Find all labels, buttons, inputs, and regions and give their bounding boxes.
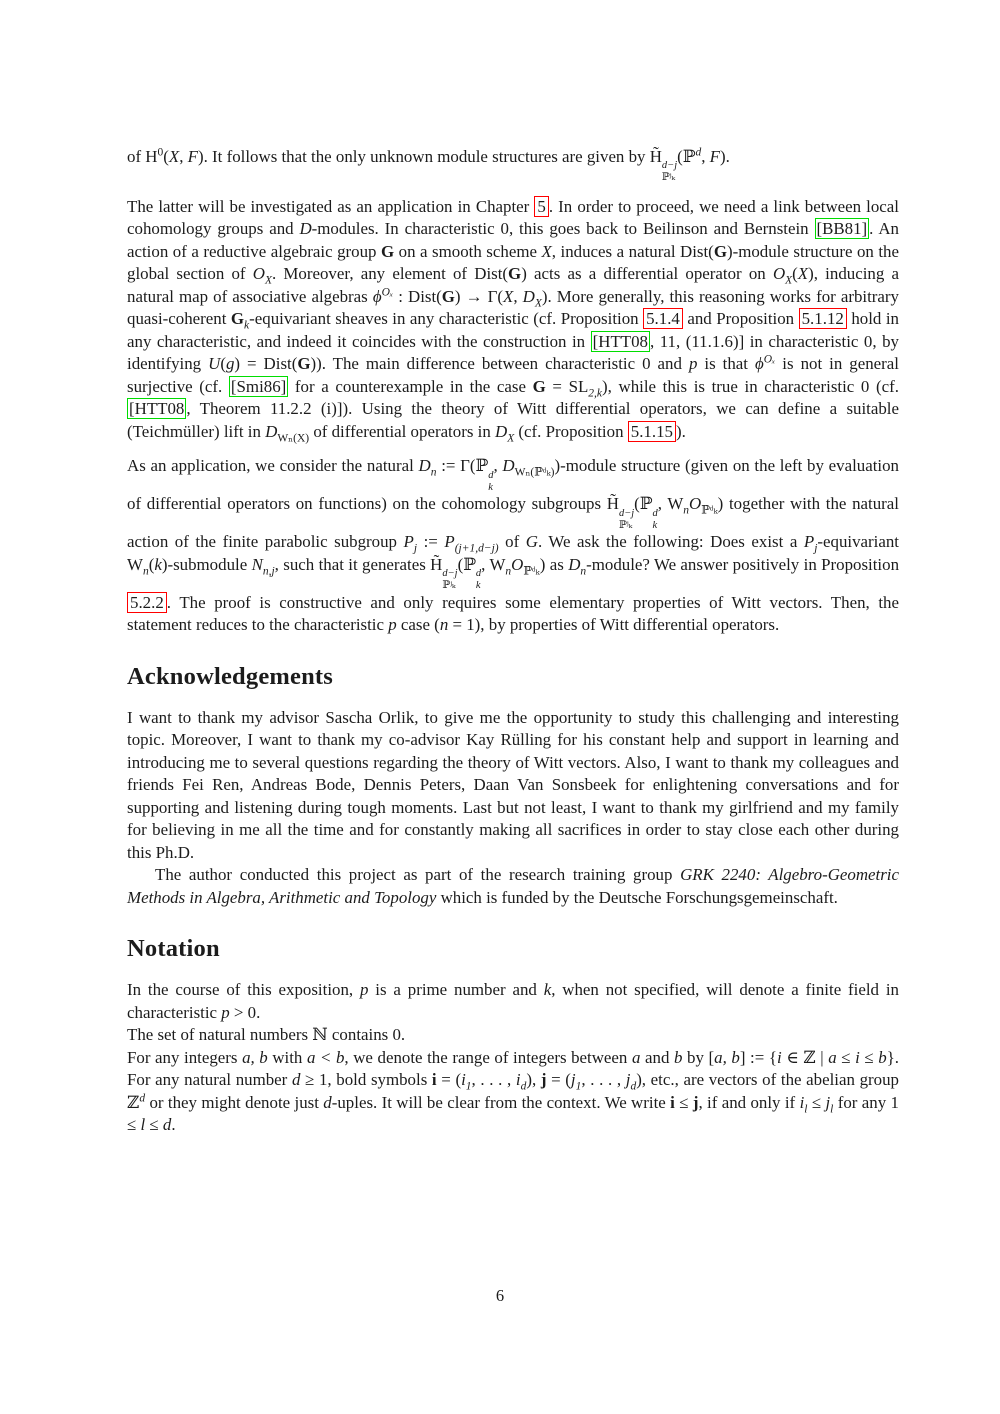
application-paragraph [127, 455, 899, 636]
math-superscript: d−j [661, 160, 678, 172]
text-run: by [ [682, 1047, 715, 1067]
subscript: n [142, 565, 149, 578]
math-italic: p [221, 1002, 230, 1022]
math-subscript: k [652, 519, 658, 531]
text-run: : Dist( [393, 286, 442, 306]
superscript: Oₓ [381, 286, 394, 299]
text-run: -module? We answer positively in Proposition [586, 554, 900, 574]
text-run: , . . . , [581, 1070, 626, 1090]
math-italic: GRK 2240: Algebro-Geometric Methods in Algebra, Arithmetic and Topology [127, 865, 899, 907]
math-italic: P [444, 532, 455, 552]
notation-heading: Notation [127, 935, 220, 963]
math-italic: i [515, 1070, 521, 1090]
subscript: 2,k [588, 387, 603, 400]
math-italic: a, b [242, 1047, 268, 1067]
math-stack-base: H̃ [430, 554, 443, 574]
math-italic: D [494, 421, 508, 441]
intro-paragraph [127, 146, 899, 184]
text-run: ≤ [674, 1092, 693, 1112]
math-italic: O [772, 264, 786, 284]
math-bold: G [532, 376, 546, 396]
text-run: )-submodule [161, 554, 252, 574]
math-italic: ϕ [755, 354, 764, 374]
superscript: d [139, 1092, 146, 1105]
math-stack-scripts [619, 508, 634, 531]
math-italic: D [299, 219, 312, 239]
text-run: = ( [546, 1070, 571, 1090]
text-run: , we denote the range of integers between [344, 1047, 632, 1067]
text-run: := Γ( [436, 456, 476, 476]
notation-paragraph-3 [127, 1047, 899, 1137]
math-italic: i [776, 1047, 782, 1067]
text-run: -equivariant sheaves in any characteristic (cf. Proposition [249, 309, 644, 329]
text-run: ( [634, 494, 640, 514]
internal-reference-link[interactable]: 5.1.12 [799, 308, 847, 329]
text-run: ≤ [145, 1115, 163, 1135]
text-run: ) → Γ( [454, 286, 503, 306]
math-italic: X [503, 286, 514, 306]
math-bold: G [508, 264, 522, 284]
subscript: j [814, 542, 818, 555]
text-run: ) together with the natural action of the finite parabolic subgroup [127, 494, 899, 552]
document-content [127, 146, 899, 1137]
text-run: , Theorem 11.2.2 (i)]). Using the theory of Witt differential operators, we can define a suitable (Teichmüller) lift in [127, 399, 899, 441]
math-italic: a [631, 1047, 641, 1067]
text-run: ) as [539, 554, 569, 574]
text-run: = ( [436, 1070, 462, 1090]
text-run: . An action of a reductive algebraic group [127, 219, 899, 261]
text-run: , W [657, 494, 684, 514]
math-italic: a [828, 1047, 837, 1067]
text-run: The latter will be investigated as an application in Chapter [127, 196, 535, 216]
text-run: and Proposition [682, 309, 799, 329]
math-italic: i [855, 1047, 860, 1067]
subscript: n [505, 565, 512, 578]
text-run: , W [481, 554, 506, 574]
text-run: . In order to proceed, we need a link between local cohomology groups and [127, 196, 899, 239]
math-stack-base: ℙ [475, 456, 489, 476]
text-run: The set of natural numbers ℕ contains 0. [127, 1025, 406, 1045]
text-run: ( [148, 554, 155, 574]
math-superscript: d−j [442, 568, 458, 580]
acknowledgements-paragraph [127, 707, 899, 865]
text-run: )-module structure (given on the left by evaluation of differential operators on functions) on the cohomology subgroups [127, 456, 899, 514]
math-bold: j [540, 1070, 547, 1090]
text-run: hold in any characteristic, and indeed it coincides with the construction in [127, 309, 899, 351]
page-number: 6 [495, 1286, 505, 1305]
text-run: As an application, we consider the natural [127, 456, 419, 476]
text-run: -modules. In characteristic 0, this goes back to Beilinson and Bernstein [311, 219, 815, 239]
math-bold: G [441, 286, 455, 306]
math-stack [650, 146, 677, 184]
text-run: of differential operators in [309, 421, 495, 441]
text-run: ). [720, 147, 730, 166]
text-run: , if and only if [698, 1092, 800, 1112]
funding-paragraph [127, 864, 899, 909]
subscript: 1 [575, 1080, 582, 1093]
math-subscript: k [475, 580, 481, 592]
citation-link[interactable]: [HTT08 [592, 331, 648, 351]
subscript: X [534, 297, 542, 310]
math-italic: a < b [306, 1047, 345, 1067]
text-run: of H [127, 147, 158, 166]
subscript: j [413, 542, 418, 555]
math-italic: D [568, 554, 581, 574]
subscript: ℙᵈₖ [523, 565, 540, 578]
text-run: ), etc., are vectors of the abelian group ℤ [127, 1070, 899, 1112]
text-run: = SL [545, 376, 589, 396]
text-run: I want to thank my advisor Sascha Orlik, to give me the opportunity to study this challenging and interesting topic. Moreover, I want to thank my co-advisor Kay Rülling for his constant help and support in learning and introducing me to several questions regarding the theory of Witt vectors. Also, I want to thank my colleagues and friends Fei Ren, Andreas Bode, Dennis Peters, Daan Van Sonsbeek for enlightening conversations and for supporting and listening during tough moments. Last but not least, I want to thank my girlfriend and my family for believing in me all the time and for constantly making all sacrifices in order to stay close each other during this Ph.D. [127, 707, 899, 862]
math-italic: l [140, 1115, 146, 1135]
text-run: }. For any natural number [127, 1047, 900, 1090]
text-run: or they might denote just [145, 1092, 324, 1112]
math-italic: N [251, 554, 263, 574]
text-run: . Moreover, any element of Dist( [271, 264, 509, 284]
math-stack [476, 455, 494, 493]
math-italic: k [543, 980, 552, 1000]
math-italic: d [291, 1070, 301, 1090]
citation-link[interactable]: [BB81] [816, 219, 868, 239]
math-stack-base: ℙ [639, 494, 653, 514]
math-stack [430, 554, 457, 592]
math-italic: j [625, 1070, 631, 1090]
math-superscript: d−j [618, 507, 635, 519]
math-stack-scripts [442, 568, 457, 591]
math-bold: G [230, 309, 245, 329]
text-run: ≤ [859, 1047, 879, 1067]
text-run: ), [526, 1070, 541, 1090]
math-italic: i [799, 1092, 805, 1112]
math-stack [640, 493, 658, 531]
text-run: which is funded by the Deutsche Forschungsgemeinschaft. [436, 887, 838, 907]
math-subscript: k [488, 481, 493, 493]
math-italic: D [522, 286, 535, 306]
text-run: on a smooth scheme [394, 241, 542, 261]
text-run: , such that it generates [274, 554, 431, 574]
math-bold: j [692, 1092, 699, 1112]
subscript: 1 [465, 1080, 472, 1093]
internal-reference-link[interactable]: 5.1.15 [628, 421, 676, 442]
text-run: with [267, 1047, 307, 1067]
math-italic: ϕ [372, 286, 382, 306]
math-italic: k [154, 554, 162, 574]
text-run: . The proof is constructive and only requires some elementary properties of Witt vectors. Then, the statement reduces to the characteristic [127, 592, 899, 635]
text-run: (cf. Proposition [514, 421, 628, 441]
subscript: l [830, 1103, 834, 1116]
text-run: , [493, 456, 503, 476]
math-italic: b [673, 1047, 683, 1067]
text-run: )). The main difference between characteristic 0 and [310, 354, 689, 374]
math-italic: d [323, 1092, 332, 1112]
text-run: , 11, (11.1.6)] in characteristic 0, by identifying [127, 331, 899, 374]
text-run: ). More generally, this reasoning works for arbitrary quasi-coherent [127, 286, 900, 329]
text-run: , [513, 286, 523, 306]
math-bold: G [297, 354, 311, 374]
internal-reference-link[interactable]: 5.2.2 [127, 592, 167, 613]
text-run: )-module structure on the global section of [127, 241, 900, 284]
math-superscript: d [475, 568, 482, 580]
text-run: for any 1 ≤ [127, 1092, 899, 1135]
text-run: . We ask the following: Does exist a [537, 532, 804, 552]
text-run: ≤ [836, 1047, 856, 1067]
text-run: case ( [396, 615, 440, 635]
text-run: is a prime number and [368, 980, 544, 1000]
text-run: , . . . , [471, 1070, 516, 1090]
text-run: ( [792, 264, 798, 284]
math-italic: b [878, 1047, 887, 1067]
text-run: ≤ [807, 1092, 826, 1112]
text-run: -equivariant W [127, 532, 899, 574]
notation-paragraph-1 [127, 979, 899, 1024]
text-run: ∈ ℤ | [781, 1047, 829, 1067]
math-italic: a, b [714, 1047, 740, 1067]
math-italic: p [359, 980, 369, 1000]
math-bold: G [713, 241, 727, 261]
text-run: -uples. It will be clear from the context. We write [331, 1092, 671, 1112]
superscript: d [695, 146, 702, 159]
math-italic: n [439, 615, 449, 635]
subscript: k [244, 319, 250, 332]
math-superscript: d [652, 507, 658, 519]
text-run: ). It follows that the only unknown module structures are given by [197, 147, 650, 166]
math-italic: F [709, 147, 720, 166]
text-run: For any integers [127, 1047, 243, 1067]
text-run: ( [163, 147, 169, 166]
text-run: = 1), by properties of Witt differential operators. [448, 615, 780, 635]
text-run: , [701, 147, 710, 166]
citation-link[interactable]: [Smi86] [230, 376, 287, 396]
text-run: ) = Dist( [234, 354, 298, 374]
math-stack-base: ℙ [463, 554, 476, 574]
text-run: ) acts as a differential operator on [521, 264, 773, 284]
text-run: ), while this is true in characteristic 0 (cf. [602, 376, 899, 396]
acknowledgements-heading: Acknowledgements [127, 662, 333, 690]
math-bold: i [670, 1092, 675, 1112]
internal-reference-link[interactable]: 5 [534, 196, 548, 217]
math-subscript: ℙʲₖ [442, 580, 456, 592]
text-run: > 0. [229, 1002, 261, 1022]
math-italic: U [208, 354, 221, 374]
subscript: X [507, 432, 515, 445]
subscript: n,j [262, 565, 275, 578]
subscript: n [683, 504, 690, 517]
math-stack-scripts [662, 160, 677, 183]
subscript: ℙᵈₖ [701, 504, 718, 517]
text-run: (ℙ [677, 147, 696, 166]
math-italic: p [388, 615, 397, 635]
math-italic: O [511, 554, 524, 574]
math-italic: D [502, 456, 515, 476]
math-stack [463, 554, 481, 592]
subscript: Wₙ(ℙᵈₖ) [514, 466, 555, 479]
math-superscript: d [488, 469, 494, 481]
subscript: d [520, 1080, 527, 1093]
text-run: , when not specified, will denote a finite field in characteristic [127, 980, 899, 1022]
text-run: , [179, 147, 188, 166]
math-italic: g [225, 354, 235, 374]
math-italic: F [187, 147, 198, 166]
math-italic: j [825, 1092, 831, 1112]
text-run: , induces a natural Dist( [551, 241, 714, 261]
math-italic: p [688, 354, 698, 374]
text-run: . [171, 1115, 176, 1135]
math-italic: P [403, 532, 414, 552]
math-italic: X [797, 264, 809, 284]
math-italic: O [252, 264, 265, 284]
math-italic: i [461, 1070, 466, 1090]
text-run: is that [697, 354, 755, 374]
subscript: l [804, 1103, 808, 1116]
text-run: for a counterexample in the case [288, 376, 533, 396]
text-run: In the course of this exposition, [127, 980, 360, 1000]
math-stack-base: H̃ [649, 147, 662, 166]
math-bold: G [381, 241, 395, 261]
text-run: := [417, 532, 445, 552]
subscript: X [785, 274, 793, 287]
math-stack [607, 493, 634, 531]
superscript: 0 [157, 146, 164, 159]
text-run: ] := { [739, 1047, 777, 1067]
dmodules-paragraph [127, 196, 899, 444]
math-italic: D [265, 421, 278, 441]
subscript: n [580, 565, 587, 578]
citation-link[interactable]: [HTT08 [129, 399, 185, 419]
math-italic: D [418, 456, 431, 476]
subscript: d [630, 1080, 637, 1093]
notation-paragraph-2 [127, 1024, 899, 1047]
math-subscript: ℙʲₖ [661, 172, 676, 184]
math-italic: X [541, 241, 552, 261]
subscript: n [430, 466, 437, 479]
text-run: ), inducing a natural map of associative algebras [127, 264, 899, 306]
subscript: (j+1,d−j) [454, 542, 499, 555]
math-italic: P [803, 532, 815, 552]
subscript: Wₙ(X) [277, 432, 310, 445]
text-run: ( [457, 554, 464, 574]
math-italic: G [525, 532, 538, 552]
text-run: is not in general surjective (cf. [127, 354, 899, 396]
math-subscript: ℙʲₖ [618, 519, 633, 531]
internal-reference-link[interactable]: 5.1.4 [643, 308, 683, 329]
math-italic: d [162, 1115, 172, 1135]
math-italic: j [570, 1070, 576, 1090]
math-bold: i [431, 1070, 437, 1090]
text-run: ). [675, 421, 686, 441]
text-run: of [498, 532, 526, 552]
subscript: X [264, 274, 272, 287]
superscript: Oₓ [763, 353, 776, 366]
math-italic: X [168, 147, 180, 166]
text-run: ≥ 1, bold symbols [300, 1070, 432, 1090]
text-run: ( [220, 354, 226, 374]
text-run: The author conducted this project as part of the research training group [155, 865, 681, 885]
math-italic: O [689, 494, 702, 514]
math-stack-base: H̃ [606, 494, 619, 514]
text-run: and [640, 1047, 674, 1067]
